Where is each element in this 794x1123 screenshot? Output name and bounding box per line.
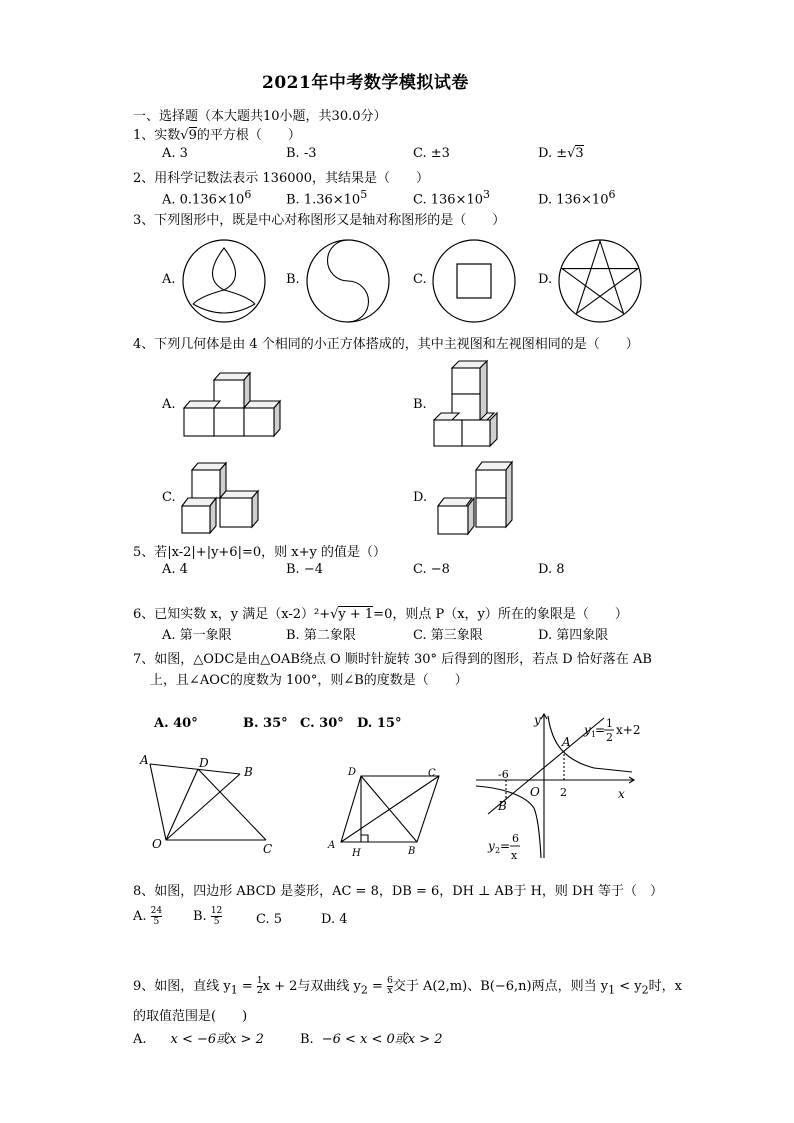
q9-option-a-text: x < −6或x > 2 [170, 1032, 264, 1047]
q9-label-y2-x: x [511, 849, 518, 862]
q8-label-a: A [328, 840, 336, 851]
q9-half-num: 1 [256, 976, 263, 986]
q6-option-d[interactable]: D. 第四象限 [538, 628, 609, 643]
question-4-stem: 4、下列几何体是由 4 个相同的小正方体搭成的，其中主视图和左视图相同的是（ ） [133, 337, 639, 352]
q3-figure-b-yin-yang [305, 238, 391, 324]
q8-label-d: D [348, 767, 357, 778]
q6-option-b[interactable]: B. 第二象限 [286, 628, 356, 643]
q1-option-a[interactable]: A. 3 [162, 146, 188, 161]
q8-label-c: C [428, 768, 436, 779]
q3-figure-a-trefoil [181, 238, 267, 324]
q8-option-c[interactable]: C. 5 [256, 912, 283, 927]
q2-option-a-exp: 6 [244, 188, 252, 201]
q4-option-b[interactable]: B. [413, 397, 427, 412]
q2-option-b-exp: 5 [360, 188, 368, 201]
q8-option-a-label: A. [133, 909, 147, 924]
q7-figure-triangles [136, 752, 276, 856]
q5-option-d[interactable]: D. 8 [538, 562, 565, 577]
question-9-line-1 [133, 975, 682, 997]
question-6-stem [133, 603, 628, 622]
q9-option-a-label: A. [133, 1032, 147, 1047]
q4-option-d[interactable]: D. [413, 490, 428, 505]
q9-text-a: 9、如图，直线 y [133, 979, 231, 994]
question-3-stem: 3、下列图形中，既是中心对称图形又是轴对称图形的是（ ） [133, 213, 506, 228]
q9-sub-4: 2 [641, 983, 649, 997]
q5-option-a[interactable]: A. 4 [162, 562, 188, 577]
question-7-line-2: 上，且∠AOC的度数为 100°，则∠B的度数是（ ） [150, 673, 468, 688]
question-1-stem [133, 124, 301, 143]
q8-option-b-den: 5 [213, 917, 220, 927]
q9-half-den: 2 [256, 986, 263, 996]
q5-option-c[interactable]: C. −8 [413, 562, 450, 577]
question-2-stem: 2、用科学记数法表示 136000，其结果是（ ） [133, 171, 430, 186]
q3-figure-c-circle-square [431, 238, 517, 324]
q2-option-d[interactable] [538, 188, 615, 207]
section-header: 一、选择题（本大题共10小题，共30.0分） [133, 109, 387, 124]
q7-option-b[interactable]: B. 35° [243, 716, 288, 731]
q8-option-a-den: 5 [153, 917, 160, 927]
q9-label-y1-eq: = [595, 723, 606, 737]
q2-option-d-base: D. 136×10 [538, 192, 609, 208]
q9-text-i: < y [615, 979, 642, 994]
q6-stem-post: =0，则点 P（x，y）所在的象限是（ ） [373, 607, 628, 622]
q2-option-b[interactable] [286, 188, 367, 207]
q7-option-c[interactable]: C. 30° [300, 716, 344, 731]
q8-label-b: B [408, 846, 416, 857]
q9-text-c: = [237, 979, 257, 994]
q8-option-b-label: B. [193, 909, 207, 924]
q9-text-d: x + 2与双曲线 y [262, 979, 361, 994]
q8-option-d[interactable]: D. 4 [321, 912, 348, 927]
q7-option-a[interactable]: A. 40° [154, 716, 198, 731]
q9-text-f: = [367, 979, 388, 994]
q2-option-c-base: C. 136×10 [413, 192, 483, 208]
question-7-line-1: 7、如图，△ODC是由△OAB绕点 O 顺时针旋转 30° 后得到的图形，若点 D 恰好落在 AB [133, 652, 652, 667]
q9-label-neg6: -6 [498, 768, 509, 781]
q7-label-c: C [263, 842, 273, 856]
q9-sub-2: 2 [360, 983, 368, 997]
q1-radicand: 9 [188, 128, 197, 143]
q3-option-a[interactable]: A. [162, 272, 176, 287]
q3-option-c[interactable]: C. [413, 272, 427, 287]
q1-option-d-pre: D. ± [538, 146, 568, 161]
q9-text-k: 时，x [648, 979, 682, 994]
q2-option-c-exp: 3 [483, 188, 490, 201]
q6-option-c[interactable]: C. 第三象限 [413, 628, 483, 643]
q7-label-a: A [140, 753, 149, 767]
q4-figure-d-cubes [436, 460, 520, 538]
q9-label-two: 2 [560, 786, 567, 799]
q9-label-y2-sub: 2 [495, 846, 501, 855]
q9-label-y1: y [584, 723, 591, 737]
q2-option-b-base: B. 1.36×10 [286, 192, 361, 208]
q4-option-a[interactable]: A. [162, 397, 176, 412]
q9-sub-3: 1 [608, 983, 616, 997]
q9-text-g: 交于 A(2,m)、B(−6,n)两点，则当 y [392, 979, 609, 994]
question-9-line-2: 的取值范围是( ) [133, 1009, 248, 1024]
q8-option-a[interactable] [133, 906, 162, 927]
q6-radical: √y + 1 [330, 607, 374, 622]
q9-figure-graph [474, 708, 674, 868]
q9-six-num: 6 [387, 976, 393, 986]
q2-option-a[interactable] [162, 188, 251, 207]
q5-option-b[interactable]: B. −4 [286, 562, 323, 577]
q8-option-b-num: 12 [210, 906, 223, 916]
q8-option-b[interactable] [193, 906, 222, 927]
q7-label-b: B [244, 765, 253, 779]
q4-figure-c-cubes [180, 458, 264, 536]
q8-option-b-fraction [211, 906, 222, 927]
q9-label-y1-half-num: 1 [606, 717, 613, 730]
question-8-stem: 8、如图，四边形 ABCD 是菱形，AC = 8，DB = 6，DH ⊥ AB于 H，则 DH 等于（ ） [133, 884, 663, 899]
q4-figure-a-cubes [182, 368, 282, 440]
q9-label-y2-six: 6 [512, 832, 519, 845]
q7-label-o: O [152, 837, 162, 851]
q9-option-b-text: −6 < x < 0或x > 2 [321, 1032, 443, 1047]
q1-option-c[interactable]: C. ±3 [413, 146, 450, 161]
q9-option-b[interactable] [300, 1028, 443, 1047]
q1-option-b[interactable]: B. -3 [286, 146, 317, 161]
page-title: 2021年中考数学模拟试卷 [262, 73, 469, 93]
q9-label-y1-half-den: 2 [606, 731, 613, 744]
q9-option-b-label: B. [300, 1032, 314, 1047]
q2-option-c[interactable] [413, 188, 490, 207]
q3-option-d[interactable]: D. [538, 272, 553, 287]
q9-label-y2: y [488, 839, 495, 853]
question-5-stem: 5、若|x-2|+|y+6|=0，则 x+y 的值是（） [133, 545, 386, 560]
q9-label-x-axis: x [618, 787, 625, 801]
q2-option-d-exp: 6 [608, 188, 616, 201]
q9-option-a[interactable] [133, 1028, 264, 1047]
q1-stem-post: 的平方根（ ） [196, 128, 301, 143]
q9-label-point-b: B [498, 799, 507, 813]
q8-option-a-fraction [151, 906, 162, 927]
q9-label-y2-eq: = [500, 839, 511, 853]
q2-option-a-base: A. 0.136×10 [162, 192, 245, 208]
q1-radical: √9 [180, 128, 197, 143]
q7-label-d: D [199, 756, 209, 770]
q1-option-d[interactable]: D. ±√3 [538, 146, 584, 161]
q6-radicand: y + 1 [338, 607, 374, 622]
q6-stem-pre: 6、已知实数 x，y 满足（x-2）²+ [133, 607, 331, 622]
q7-option-d[interactable]: D. 15° [357, 716, 402, 731]
q9-label-y-axis: y [534, 713, 541, 727]
q8-label-h: H [352, 848, 361, 859]
q1-stem-pre: 1、实数 [133, 128, 181, 143]
q9-label-y1-sub: 1 [591, 730, 597, 739]
q9-label-point-a: A [562, 735, 571, 749]
q4-figure-b-cubes [432, 356, 502, 448]
q3-option-b[interactable]: B. [286, 272, 300, 287]
q4-option-c[interactable]: C. [162, 490, 176, 505]
q9-sub-1: 1 [230, 983, 238, 997]
q9-label-y1-tail: x+2 [616, 723, 641, 737]
q8-option-a-num: 24 [150, 906, 163, 916]
q9-label-origin: O [530, 785, 540, 799]
q8-figure-rhombus [324, 764, 444, 860]
q3-figure-d-pentagram [557, 238, 643, 324]
q6-option-a[interactable]: A. 第一象限 [162, 628, 232, 643]
q1-option-d-radicand: 3 [575, 146, 584, 161]
q9-six-den: x [387, 986, 393, 996]
